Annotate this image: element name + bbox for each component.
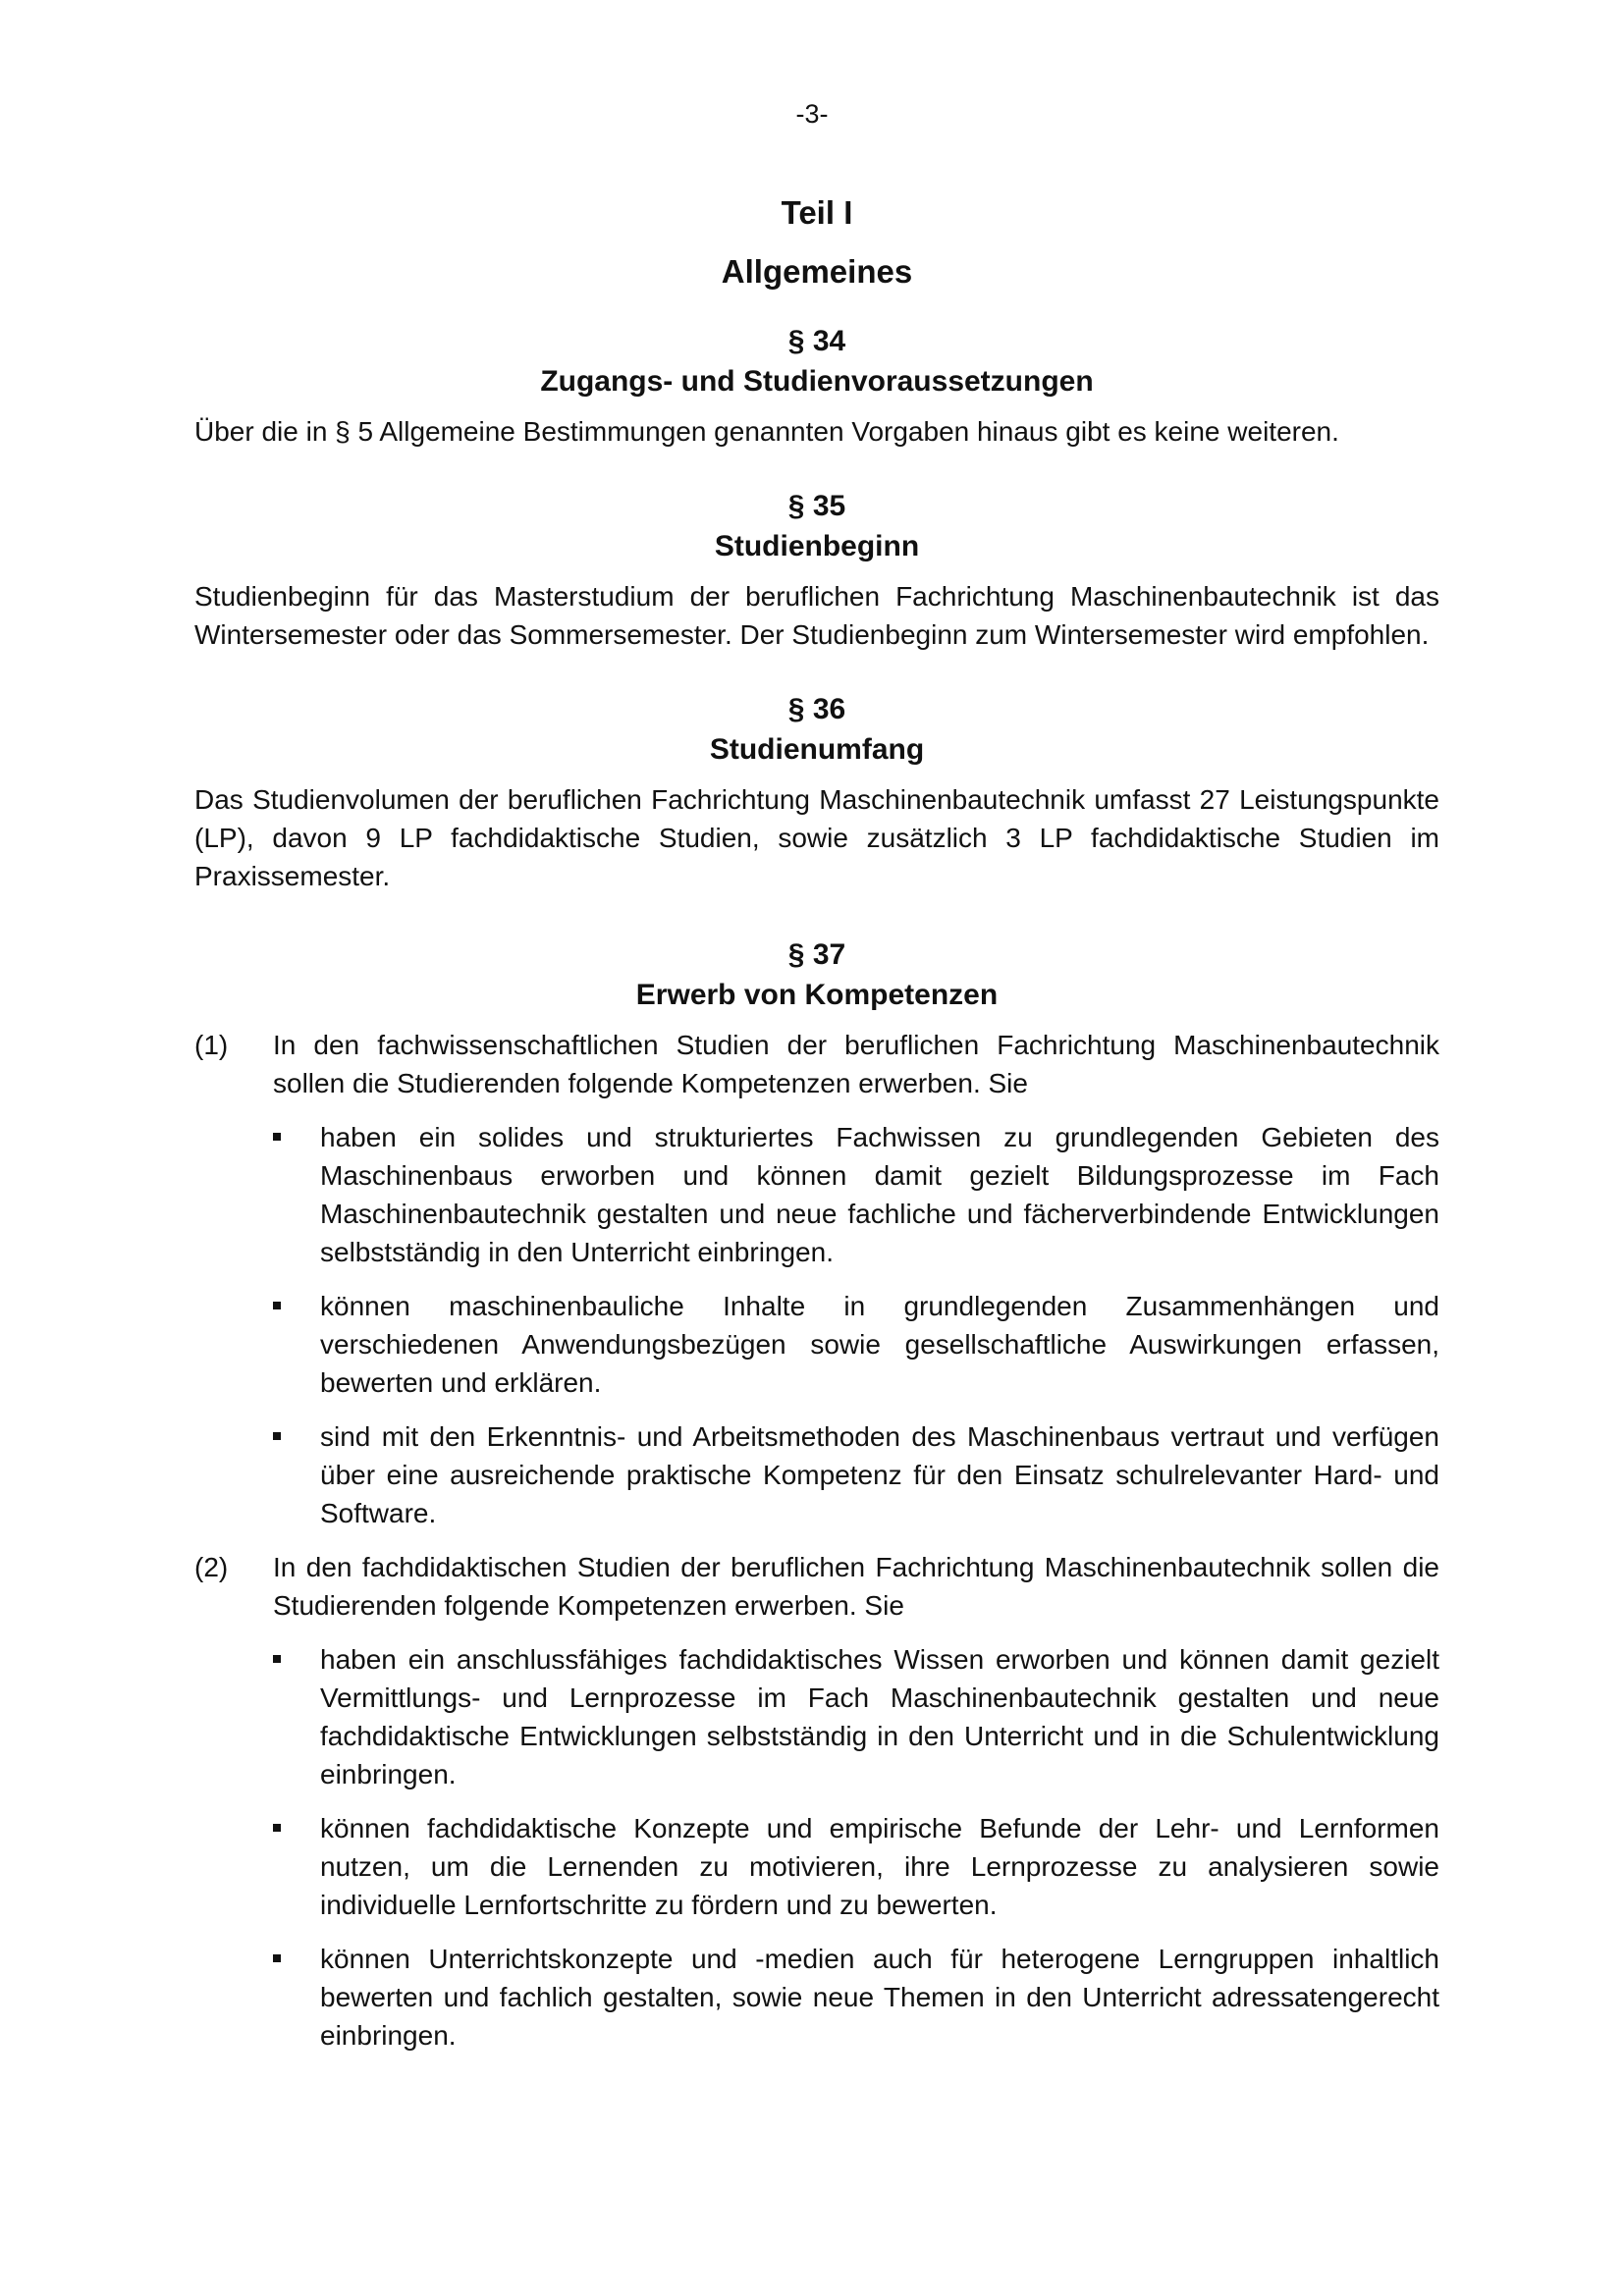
section-number: § 34 <box>787 325 846 357</box>
item-number: (2) <box>194 1552 229 1582</box>
section-35 <box>194 486 1439 654</box>
bullet-list <box>273 1118 1439 1532</box>
section-paragraph: Über die in § 5 Allgemeine Bestimmungen genannten Vorgaben hinaus gibt es keine weiteren. <box>194 416 1339 447</box>
section-number: § 36 <box>787 693 846 725</box>
list-item-text: können maschinenbauliche Inhalte in grundlegenden Zusammenhängen und verschiedenen Anwendungsbezügen sowie gesellschaftliche Auswirkungen erfassen, bewerten und erklären. <box>320 1291 1439 1398</box>
numbered-item-2 <box>194 1548 1439 2055</box>
section-title: Studienbeginn <box>714 530 920 562</box>
section-number: § 35 <box>787 490 846 522</box>
list-item <box>273 1417 1439 1532</box>
item-text: In den fachwissenschaftlichen Studien der beruflichen Fachrichtung Maschinenbautechnik sollen die Studierenden folgende Kompetenzen erwerben. Sie <box>273 1030 1439 1098</box>
list-item <box>273 1118 1439 1271</box>
page-content <box>194 192 1439 2070</box>
list-item <box>273 1809 1439 1924</box>
square-bullet-icon <box>273 1432 281 1440</box>
section-title: Zugangs- und Studienvoraussetzungen <box>540 365 1094 398</box>
section-paragraph: Studienbeginn für das Masterstudium der beruflichen Fachrichtung Maschinenbautechnik ist das Wintersemester oder das Sommersemester. Der Studienbeginn zum Wintersemester wird empfohlen. <box>194 581 1439 650</box>
bullet-list <box>273 1640 1439 2055</box>
section-number: § 37 <box>787 938 846 971</box>
part-subtitle: Allgemeines <box>721 253 913 290</box>
part-title: Teil I <box>781 194 853 231</box>
list-item-text: können fachdidaktische Konzepte und empirische Befunde der Lehr- und Lernformen nutzen, um die Lernenden zu motivieren, ihre Lernprozesse zu analysieren sowie individuelle Lernfortschritte zu fördern und zu bewerten. <box>320 1813 1439 1920</box>
square-bullet-icon <box>273 1302 281 1309</box>
numbered-item-1 <box>194 1026 1439 1532</box>
item-number: (1) <box>194 1030 229 1060</box>
square-bullet-icon <box>273 1655 281 1663</box>
section-34 <box>194 321 1439 451</box>
square-bullet-icon <box>273 1133 281 1141</box>
section-36 <box>194 689 1439 895</box>
list-item-text: können Unterrichtskonzepte und -medien auch für heterogene Lerngruppen inhaltlich bewerten und fachlich gestalten, sowie neue Themen in den Unterricht adressatengerecht einbringen. <box>320 1944 1439 2051</box>
list-item <box>273 1287 1439 1402</box>
section-title: Studienumfang <box>709 733 925 766</box>
list-item-text: sind mit den Erkenntnis- und Arbeitsmethoden des Maschinenbaus vertraut und verfügen über eine ausreichende praktische Kompetenz für den Einsatz schulrelevanter Hard- und Software. <box>320 1421 1439 1528</box>
list-item-text: haben ein anschlussfähiges fachdidaktisches Wissen erworben und können damit gezielt Vermittlungs- und Lernprozesse im Fach Maschinenbautechnik gestalten und neue fachdidaktische Entwicklungen selbstständig in den Unterricht und in die Schulentwicklung einbringen. <box>320 1644 1439 1789</box>
section-title: Erwerb von Kompetenzen <box>635 979 999 1011</box>
section-37 <box>194 934 1439 2055</box>
list-item <box>273 1940 1439 2055</box>
square-bullet-icon <box>273 1954 281 1962</box>
list-item <box>273 1640 1439 1793</box>
list-item-text: haben ein solides und strukturiertes Fachwissen zu grundlegenden Gebieten des Maschinenbaus erworben und können damit gezielt Bildungsprozesse im Fach Maschinenbautechnik gestalten und neue fachliche und fächerverbindende Entwicklungen selbstständig in den Unterricht einbringen. <box>320 1122 1439 1267</box>
page-number: -3- <box>795 99 829 129</box>
section-paragraph: Das Studienvolumen der beruflichen Fachrichtung Maschinenbautechnik umfasst 27 Leistungspunkte (LP), davon 9 LP fachdidaktische Studien, sowie zusätzlich 3 LP fachdidaktische Studien im Praxissemester. <box>194 784 1439 891</box>
square-bullet-icon <box>273 1824 281 1832</box>
item-text: In den fachdidaktischen Studien der beruflichen Fachrichtung Maschinenbautechnik sollen die Studierenden folgende Kompetenzen erwerben. Sie <box>273 1552 1439 1621</box>
